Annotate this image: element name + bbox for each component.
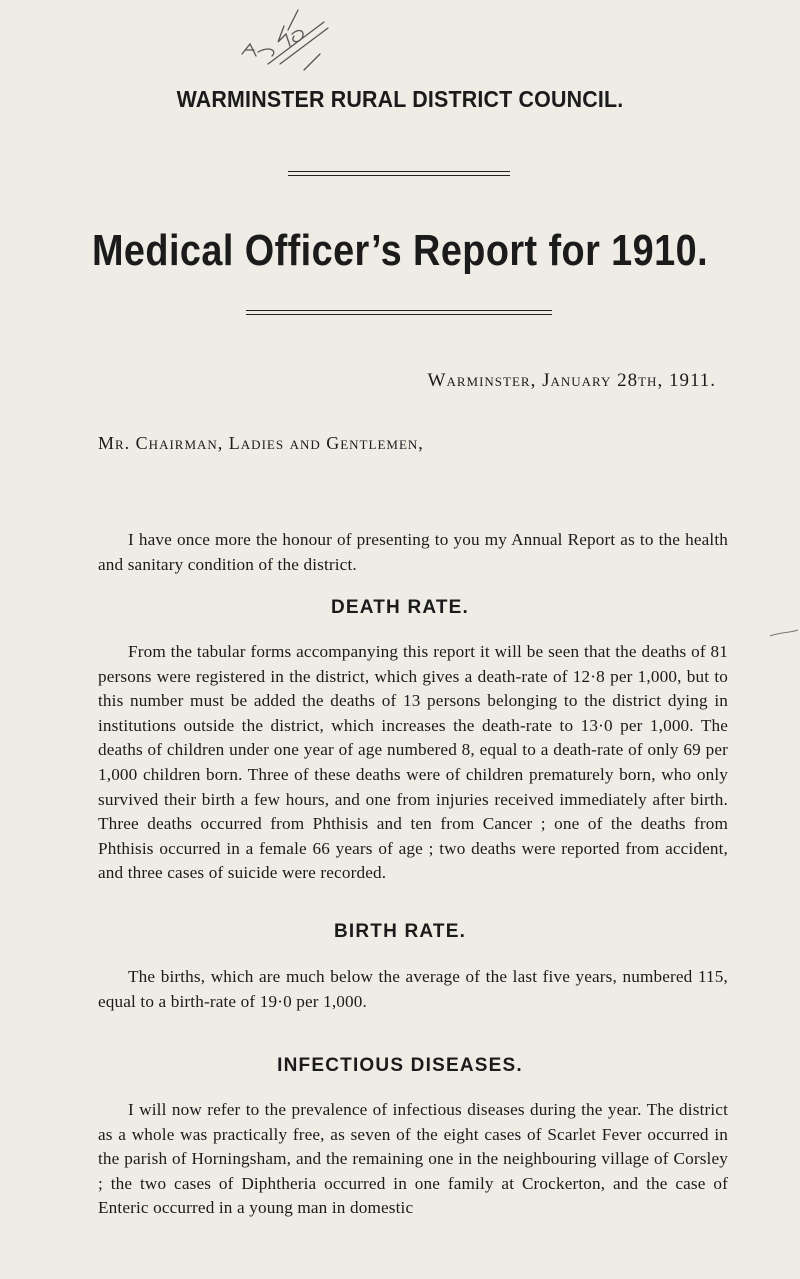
divider — [288, 175, 510, 176]
infectious-diseases-paragraph: I will now refer to the prevalence of infectious diseases during the year. The district as a whole was practically free, as seven of the eight cases of Scarlet Fever occurred in the parish of Horningsham, and the remaining one in the neighbouring village of Corsley ; the two cases of Diphtheria occurred in one family at Crockerton, and the case of Enteric occurred in a young man in domestic — [98, 1100, 728, 1218]
handwritten-annotation — [228, 6, 338, 84]
salutation: Mr. Chairman, Ladies and Gentlemen, — [98, 433, 424, 453]
council-title: WARMINSTER RURAL DISTRICT COUNCIL. — [176, 86, 624, 112]
dateline: Warminster, January 28th, 1911. — [427, 370, 716, 391]
birth-rate-paragraph: The births, which are much below the average of the last five years, numbered 115, equal to a birth-rate of 19·0 per 1,000. — [98, 967, 728, 1011]
margin-mark — [768, 628, 800, 640]
section-heading-death-rate: DEATH RATE. — [330, 597, 470, 618]
divider — [246, 310, 552, 311]
report-title: Medical Officer’s Report for 1910. — [91, 226, 709, 275]
section-heading-infectious-diseases: INFECTIOUS DISEASES. — [277, 1055, 523, 1076]
death-rate-paragraph: From the tabular forms accompanying this report it will be seen that the deaths of 81 persons were registered in the district, which gives a death-rate of 12·8 per 1,000, but to this number must be added the deaths of 13 persons belonging to the district dying in institutions outside the district, which increases the death-rate to 13·0 per 1,000. The deaths of children under one year of age numbered 8, equal to a death-rate of only 69 per 1,000 children born. Three of these deaths were of children prematurely born, who only survived their birth a few hours, and one from injuries received immediately after birth. Three deaths occurred from Phthisis and ten from Cancer ; one of the deaths from Phthisis occurred in a female 66 years of age ; two deaths were reported from accident, and three cases of suicide were recorded. — [98, 642, 728, 883]
section-heading-birth-rate: BIRTH RATE. — [333, 921, 467, 942]
divider — [288, 171, 510, 172]
divider — [246, 314, 552, 315]
intro-paragraph: I have once more the honour of presenting to you my Annual Report as to the health and sanitary condition of the district. — [98, 530, 728, 574]
